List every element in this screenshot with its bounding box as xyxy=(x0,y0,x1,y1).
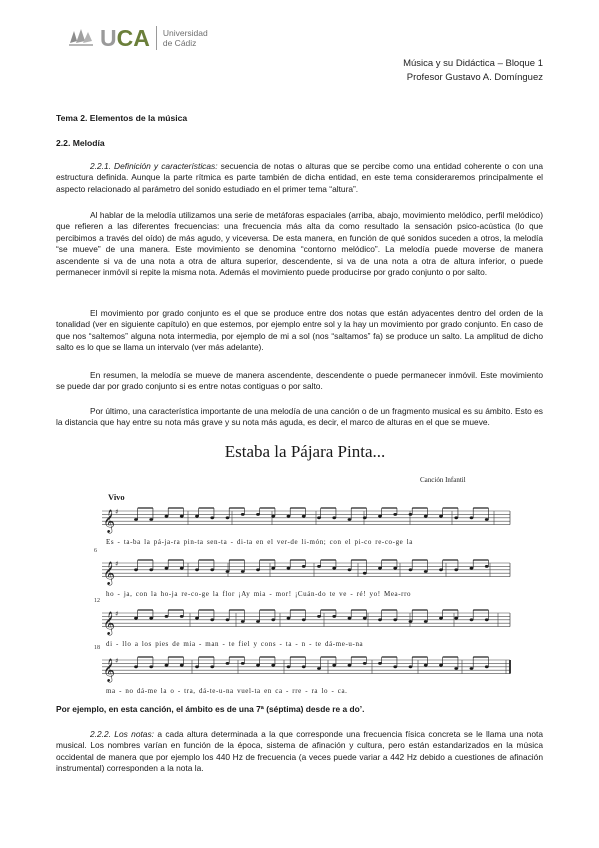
note-head xyxy=(134,665,138,668)
note-head xyxy=(470,618,474,621)
note-head xyxy=(287,567,291,570)
lyrics-line-2: ho - ja, con la ho-ja re-co-ge la flor ¡Ay mia - mor! ¡Cuán-do te ve - ré! yo! Mea-rro xyxy=(106,590,412,598)
staff-system-4 xyxy=(102,654,512,684)
note-head xyxy=(348,664,352,667)
note-head xyxy=(271,618,275,621)
note-head xyxy=(210,618,214,621)
tempo-marking: Vivo xyxy=(108,492,125,502)
note-head xyxy=(332,567,336,570)
note-head xyxy=(180,615,184,618)
note-head xyxy=(485,565,489,568)
note-head xyxy=(241,620,245,623)
note-head xyxy=(317,667,321,670)
professor-name: Profesor Gustavo A. Domínguez xyxy=(406,72,543,83)
note-head xyxy=(180,664,184,667)
paragraph-conjunct-motion: El movimiento por grado conjunto es el que se produce entre dos notas que están adyacentes dentro del orden de la tonalidad (ver en siguiente capítulo) en que estemos, por ejemplo entre sol y la hay un movimiento por grado conjunto. En caso de que nos “saltemos” alguna nota intermedia, por ejemplo de mi a sol (nos “saltamos” fa) se produce un salto. La amplitud de dicho salto es lo que se llama un intervalo (ver más adelante). xyxy=(56,308,543,353)
note-head xyxy=(363,617,367,620)
note-head xyxy=(256,664,260,667)
note-head xyxy=(348,617,352,620)
note-head xyxy=(393,618,397,621)
note-head xyxy=(195,617,199,620)
logo-university-name xyxy=(163,28,208,48)
key-signature-sharp-icon: ♯ xyxy=(115,508,119,516)
note-head xyxy=(287,515,291,518)
paragraph-definition-text: secuencia de notas o alturas que se percibe como una entidad coherente o con una estructura definida. Aunque la parte rítmica es parte también de dicha entidad, en este tema consideraremos principalmente el aspecto relacionado al parámetro del sonido estudiado en el primer tema “altura”. xyxy=(56,161,543,194)
note-head xyxy=(149,518,153,521)
uca-emblem-icon xyxy=(68,27,94,49)
note-head xyxy=(378,662,382,665)
note-head xyxy=(287,665,291,668)
lyrics-line-4: ma - no dá-me la o - tra, dá-te-u-na vuel-ta en ca - rre - ra lo - ca. xyxy=(106,687,348,695)
note-head xyxy=(363,516,367,519)
note-head xyxy=(454,667,458,670)
note-head xyxy=(165,664,169,667)
note-head xyxy=(302,665,306,668)
subsection-title: 2.2.1. Definición y características: xyxy=(90,161,218,171)
note-head xyxy=(226,516,230,519)
treble-clef-icon: 𝄞 xyxy=(103,657,115,682)
note-head xyxy=(165,567,169,570)
note-head xyxy=(302,565,306,568)
note-head xyxy=(241,662,245,665)
treble-clef-icon: 𝄞 xyxy=(103,560,115,585)
paragraph-range: Por último, una característica importante de una melodía de una canción o de un fragmento musical es su ámbito. Esto es la distancia que hay entre su nota más grave y su nota más aguda, es decir, el marco de alturas en el que se mueve. xyxy=(56,406,543,428)
note-head xyxy=(439,568,443,571)
note-head xyxy=(348,518,352,521)
note-head xyxy=(226,662,230,665)
paragraph-notes xyxy=(56,729,543,775)
key-signature-sharp-icon: ♯ xyxy=(115,657,119,665)
note-head xyxy=(378,515,382,518)
note-head xyxy=(134,568,138,571)
note-head xyxy=(195,515,199,518)
course-title: Música y su Didáctica – Bloque 1 xyxy=(403,58,543,69)
note-head xyxy=(241,513,245,516)
note-head xyxy=(226,618,230,621)
lyrics-line-3: di - llo a los pies de mia - man - te fiel y cons - ta - n - te dá-me-u-na xyxy=(106,640,364,648)
score-title: Estaba la Pájara Pinta... xyxy=(224,442,386,461)
note-head xyxy=(241,570,245,573)
header-course-info xyxy=(403,57,543,85)
note-head xyxy=(454,617,458,620)
note-head xyxy=(149,617,153,620)
note-head xyxy=(424,515,428,518)
note-head xyxy=(485,518,489,521)
treble-clef-icon: 𝄞 xyxy=(103,610,115,635)
note-head xyxy=(195,665,199,668)
treble-clef-icon: 𝄞 xyxy=(103,508,115,533)
note-head xyxy=(454,568,458,571)
note-head xyxy=(454,516,458,519)
note-head xyxy=(180,515,184,518)
note-head xyxy=(317,615,321,618)
music-score xyxy=(80,442,530,712)
note-head xyxy=(470,567,474,570)
subsection-title: 2.2.2. Los notas: xyxy=(90,729,154,739)
note-head xyxy=(393,567,397,570)
note-head xyxy=(210,516,214,519)
staff-system-2 xyxy=(102,557,512,587)
note-head xyxy=(317,516,321,519)
note-head xyxy=(287,617,291,620)
note-head xyxy=(424,620,428,623)
note-head xyxy=(256,620,260,623)
lyrics-line-1: Es - ta-ba la pá-ja-ra pin-ta sen-ta - di-ta en el ver-de li-món; con el pi-co re-co-ge la xyxy=(106,538,413,546)
note-head xyxy=(302,515,306,518)
note-head xyxy=(439,664,443,667)
note-head xyxy=(378,618,382,621)
note-head xyxy=(149,568,153,571)
note-head xyxy=(485,618,489,621)
note-head xyxy=(210,568,214,571)
measure-number: 6 xyxy=(94,548,97,554)
section-heading: 2.2. Melodía xyxy=(56,138,105,148)
note-head xyxy=(332,664,336,667)
logo-line-1: Universidad xyxy=(162,28,208,38)
measure-number: 12 xyxy=(94,598,100,604)
paragraph-notes-text: a cada altura determinada a la que corresponde una frecuencia física concreta se le llama una nota musical. Los nombres varían en función de la época, sistema de afinación y cultura, pero están estandarizados en la música occidental de manera que por ejemplo los 440 Hz de frecuencia (a veces puede variar a 442 Hz debido a cuestiones de afinación instrumental) corresponden a la nota la. xyxy=(56,729,543,774)
note-head xyxy=(485,665,489,668)
note-head xyxy=(409,620,413,623)
note-head xyxy=(149,665,153,668)
note-head xyxy=(424,664,428,667)
note-head xyxy=(409,568,413,571)
note-head xyxy=(271,664,275,667)
note-head xyxy=(226,570,230,573)
paragraph-summary: En resumen, la melodía se mueve de manera ascendente, descendente o puede permanecer inmóvil. Este movimiento se puede dar por grado conjunto si es entre notas contiguas o por salto. xyxy=(56,370,543,392)
note-head xyxy=(409,665,413,668)
note-head xyxy=(470,516,474,519)
key-signature-sharp-icon: ♯ xyxy=(115,560,119,568)
note-head xyxy=(409,513,413,516)
paragraph-definition xyxy=(56,161,543,195)
note-head xyxy=(256,513,260,516)
note-head xyxy=(180,567,184,570)
note-head xyxy=(332,615,336,618)
note-head xyxy=(210,665,214,668)
key-signature-sharp-icon: ♯ xyxy=(115,610,119,618)
note-head xyxy=(317,565,321,568)
note-head xyxy=(271,515,275,518)
logo-line-2: de Cádiz xyxy=(162,38,197,48)
note-head xyxy=(363,572,367,575)
note-head xyxy=(393,513,397,516)
logo-wordmark: UCA xyxy=(100,24,150,51)
staff-system-1 xyxy=(102,505,512,535)
note-head xyxy=(393,665,397,668)
note-head xyxy=(302,618,306,621)
note-head xyxy=(256,568,260,571)
measure-number: 18 xyxy=(94,645,100,651)
note-head xyxy=(363,662,367,665)
logo-divider xyxy=(156,26,157,50)
note-head xyxy=(165,615,169,618)
note-head xyxy=(439,617,443,620)
score-caption: Por ejemplo, en esta canción, el ámbito es de una 7ª (séptima) desde re a do’. xyxy=(56,704,365,714)
note-head xyxy=(332,516,336,519)
note-head xyxy=(470,667,474,670)
note-head xyxy=(195,568,199,571)
note-head xyxy=(439,515,443,518)
score-subtitle: Canción Infantil xyxy=(420,476,466,484)
note-head xyxy=(348,568,352,571)
note-head xyxy=(378,567,382,570)
university-logo xyxy=(68,24,208,52)
note-head xyxy=(134,518,138,521)
note-head xyxy=(134,617,138,620)
note-head xyxy=(271,567,275,570)
note-head xyxy=(424,570,428,573)
note-head xyxy=(165,515,169,518)
staff-system-3 xyxy=(102,607,512,637)
paragraph-metaphors: Al hablar de la melodía utilizamos una serie de metáforas espaciales (arriba, abajo, movimiento melódico, perfil melódico) que refieren a las diferentes frecuencias: una frecuencia más alta da como resultado la sensación psico-acústica (lo que percibimos a través del oído) de más agudo, y viceversa. De esta manera, en función de qué sonidos suceden a otros, la melodía “se mueve” de una manera. Este movimiento se denomina “contorno melódico”. La melodía puede moverse de manera ascendente si va de una nota a otra de altura superior, descendente, si va de una nota a otra de altura inferior, o puede permanecer inmóvil si repite la misma nota. Además el movimiento puede producirse por grado conjunto o por salto. xyxy=(56,210,543,278)
topic-heading: Tema 2. Elementos de la música xyxy=(56,113,188,123)
